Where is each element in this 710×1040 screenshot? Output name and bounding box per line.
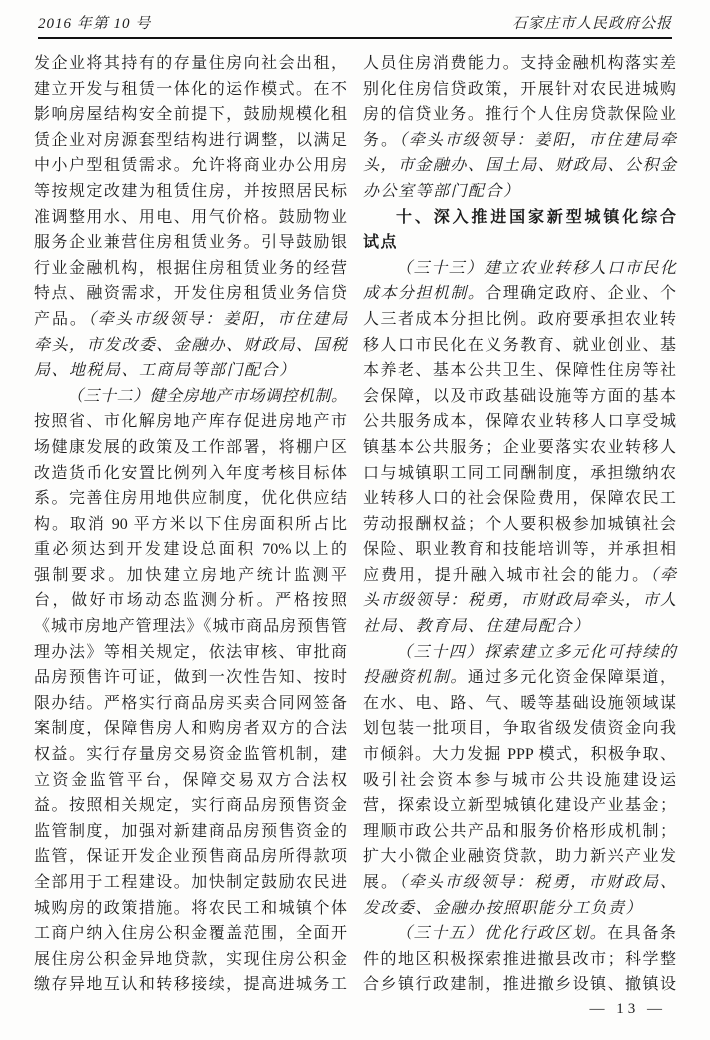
text-segment: 投融资机制。 [363,669,468,687]
text-segment: 人三者成本分担比例。政府要承担农业转 [363,310,676,328]
text-segment: 保险、职业教育和技能培训等，并承担相 [363,541,676,559]
text-segment: 头市级领导：税勇，市财政局牵头，市人 [363,592,676,610]
text-line [34,793,347,819]
text-line [34,486,347,512]
text-segment: 权益。实行存量房交易资金监管机制，建 [34,746,347,764]
text-segment: 准调整用水、用电、用气价格。鼓励物业 [34,208,347,226]
text-segment: 划包装一批项目，争取省级发债资金向我 [363,720,676,738]
text-line [34,333,347,359]
text-segment: 强制要求。加快建立房地产统计监测平 [34,566,347,584]
text-line [363,793,676,819]
text-segment: 发企业将其持有的存量住房向社会出租， [34,55,347,72]
text-line [363,128,676,154]
text-segment: 务。 [363,131,399,149]
text-line [34,435,347,461]
text-segment: 市倾斜。大力发掘 PPP 模式，积极争取、 [363,746,676,764]
text-line [363,972,676,998]
text-line [363,844,676,870]
text-segment: 等按规定改建为租赁住房，并按照居民标 [34,182,347,200]
text-segment: 会保障，以及市政基础设施等方面的基本 [363,387,676,405]
text-line [34,896,347,922]
text-segment: 合理确定政府、企业、个 [485,285,676,303]
text-line [34,972,347,998]
text-line [34,256,347,282]
text-segment: （三十二）健全房地产市场调控机制。 [67,387,347,405]
text-segment: 本养老、基本公共卫生、保障性住房等社 [363,362,676,380]
text-line [34,77,347,103]
text-line [34,537,347,563]
text-line [34,281,347,307]
text-line [34,512,347,538]
text-line [363,768,676,794]
text-segment: 通过多元化资金保障渠道， [467,669,676,687]
text-line [34,742,347,768]
text-line [363,640,676,666]
text-line [363,358,676,384]
text-line [363,179,676,205]
text-line [34,665,347,691]
text-line [34,384,347,410]
text-segment: 系。完善住房用地供应制度，优化供应结 [34,490,347,508]
text-line [34,614,347,640]
text-line [363,819,676,845]
header-publication-title: 石家庄市人民政府公报 [511,16,672,32]
text-segment: 在水、电、路、气、暖等基础设施领域谋 [363,694,676,712]
text-segment: 展。 [363,874,399,891]
text-line [34,230,347,256]
text-line [363,281,676,307]
text-segment: 场健康发展的政策及工作部署，将棚户区 [34,438,347,456]
text-segment: 人员住房消费能力。支持金融机构落实差 [363,55,676,72]
text-segment: 发改委、金融办按照职能分工负责） [363,899,644,917]
text-segment: 按照省、市化解房地产库存促进房地产市 [34,413,347,431]
text-segment: 缴存异地互认和转移接续，提高进城务工 [34,976,347,994]
text-line [34,102,347,128]
text-segment: 益。按照相关规定，实行商品房预售资金 [34,797,347,815]
text-segment: 镇基本公共服务；企业要落实农业转移人 [363,438,676,456]
text-segment: 应费用，提升融入城市社会的能力。 [363,566,651,584]
text-line [34,179,347,205]
text-segment: 行业金融机构，根据住房租赁业务的经营 [34,259,347,277]
header-issue-number: 2016 年第 10 号 [38,16,152,32]
text-line [363,256,676,282]
text-line [363,51,676,77]
text-segment: 营，探索设立新型城镇化建设产业基金； [363,797,676,815]
text-segment: 建立开发与租赁一体化的运作模式。在不 [34,80,347,98]
text-line [363,563,676,589]
text-segment: 改造货币化安置比例列入年度考核目标体 [34,464,347,482]
text-segment: 《城市房地产管理法》《城市商品房预售管 [34,618,347,636]
text-line [363,921,676,947]
text-line [363,537,676,563]
text-line [363,870,676,896]
text-segment: 监管，保证开发企业预售商品房所得款项 [34,848,347,866]
text-segment: 特点、融资需求，开发住房租赁业务信贷 [34,285,347,303]
text-segment: 城购房的政策措施。将农民工和城镇个体 [34,899,347,917]
text-line [34,307,347,333]
text-segment: 扩大小微企业融资贷款，助力新兴产业发 [363,848,676,866]
text-line [34,588,347,614]
text-line [34,205,347,231]
text-segment: 口与城镇职工同工同酬制度，承担缴纳农 [363,464,676,482]
text-line [363,435,676,461]
text-segment: 公共服务成本，保障农业转移人口享受城 [363,413,676,431]
text-line [363,742,676,768]
text-segment: 监管制度，加强对新建商品房预售资金的 [34,822,347,840]
text-line [363,77,676,103]
text-segment: 头，市金融办、国土局、财政局、公积金 [363,157,676,175]
text-line [363,230,676,256]
text-line [363,102,676,128]
text-line [34,716,347,742]
text-line [363,896,676,922]
text-segment: 理顺市政公共产品和服务价格形成机制； [363,822,676,840]
text-line [363,205,676,231]
text-line [34,128,347,154]
text-line [34,153,347,179]
text-segment: 合乡镇行政建制，推进撤乡设镇、撤镇设 [363,976,676,994]
right-column [363,51,676,998]
text-line [34,640,347,666]
text-segment: （牵头市级领导：姜阳，市住建局牵 [398,131,676,149]
text-segment: 别化住房信贷政策，开展针对农民进城购 [363,80,676,98]
text-segment: 全部用于工程建设。加快制定鼓励农民进 [34,874,347,891]
text-segment: 局、地税局、工商局等部门配合） [34,362,297,380]
text-segment: 赁企业对房源套型结构进行调整，以满足 [34,131,347,149]
text-line [363,588,676,614]
text-line [363,512,676,538]
text-line [34,563,347,589]
left-column [34,51,347,998]
text-line [363,947,676,973]
text-segment: 吸引社会资本参与城市公共设施建设运 [363,771,676,789]
page-header [38,12,672,33]
text-line [34,870,347,896]
text-segment: 办公室等部门配合） [363,182,521,200]
text-line [34,461,347,487]
text-segment: 工商户纳入住房公积金覆盖范围，全面开 [34,925,347,943]
text-segment: 移人口市民化在义务教育、就业创业、基 [363,336,676,354]
text-segment: 十、深入推进国家新型城镇化综合 [396,208,676,226]
text-segment: （牵头市级领导：税勇，市财政局、 [398,874,676,891]
text-segment: 限办结。严格实行商品房买卖合同网签备 [34,694,347,712]
text-line [363,333,676,359]
text-segment: 影响房屋结构安全前提下，鼓励规模化租 [34,106,347,124]
text-segment: 理办法》等相关规定，依法审核、审批商 [34,643,347,661]
text-segment: 成本分担机制。 [363,285,486,303]
text-line [363,486,676,512]
text-line [34,844,347,870]
text-segment: 社局、教育局、住建局配合） [363,618,591,636]
text-segment: 业转移人口的社会保险费用，保障农民工 [363,490,676,508]
text-segment: 重必须达到开发建设总面积 70%以上的 [34,541,347,559]
text-line [363,716,676,742]
text-segment: （三十三）建立农业转移人口市民化 [396,259,676,277]
text-segment: （三十五）优化行政区划。 [396,925,608,943]
text-segment: 台，做好市场动态监测分析。严格按照 [34,592,347,610]
text-line [34,947,347,973]
text-segment: 案制度，保障售房人和购房者双方的合法 [34,720,347,738]
text-segment: 立资金监管平台，保障交易双方合法权 [34,771,347,789]
document-body [34,51,676,998]
text-segment: 构。取消 90 平方米以下住房面积所占比 [34,515,347,533]
text-line [363,461,676,487]
text-line [34,819,347,845]
text-line [34,409,347,435]
text-line [363,409,676,435]
text-line [363,384,676,410]
text-segment: 展住房公积金异地贷款，实现住房公积金 [34,950,347,968]
text-segment: 牵头，市发改委、金融办、财政局、国税 [34,336,347,354]
text-line [363,307,676,333]
footer-page-number: — 13 — [589,1001,666,1017]
text-line [363,614,676,640]
text-segment: （牵头市级领导：姜阳，市住建局 [87,310,347,328]
text-line [34,921,347,947]
text-segment: 品房预售许可证，做到一次性告知、按时 [34,669,347,687]
text-segment: 劳动报酬权益；个人要积极参加城镇社会 [363,515,676,533]
text-segment: 在具备条 [607,925,676,943]
text-segment: 服务企业兼营住房租赁业务。引导鼓励银 [34,234,347,252]
text-line [363,691,676,717]
text-segment: 中小户型租赁需求。允许将商业办公用房 [34,157,347,175]
text-segment: （三十四）探索建立多元化可持续的 [396,643,676,661]
text-line [34,358,347,384]
text-segment: 产品。 [34,310,88,328]
text-line [34,51,347,77]
text-segment: 试点 [363,234,399,252]
text-segment: 房的信贷业务。推行个人住房贷款保险业 [363,106,676,124]
text-line [34,768,347,794]
text-line [363,153,676,179]
text-segment: （牵 [650,566,676,584]
text-line [363,665,676,691]
header-divider [38,37,672,39]
text-segment: 件的地区积极探索推进撤县改市；科学整 [363,950,676,968]
text-line [34,691,347,717]
